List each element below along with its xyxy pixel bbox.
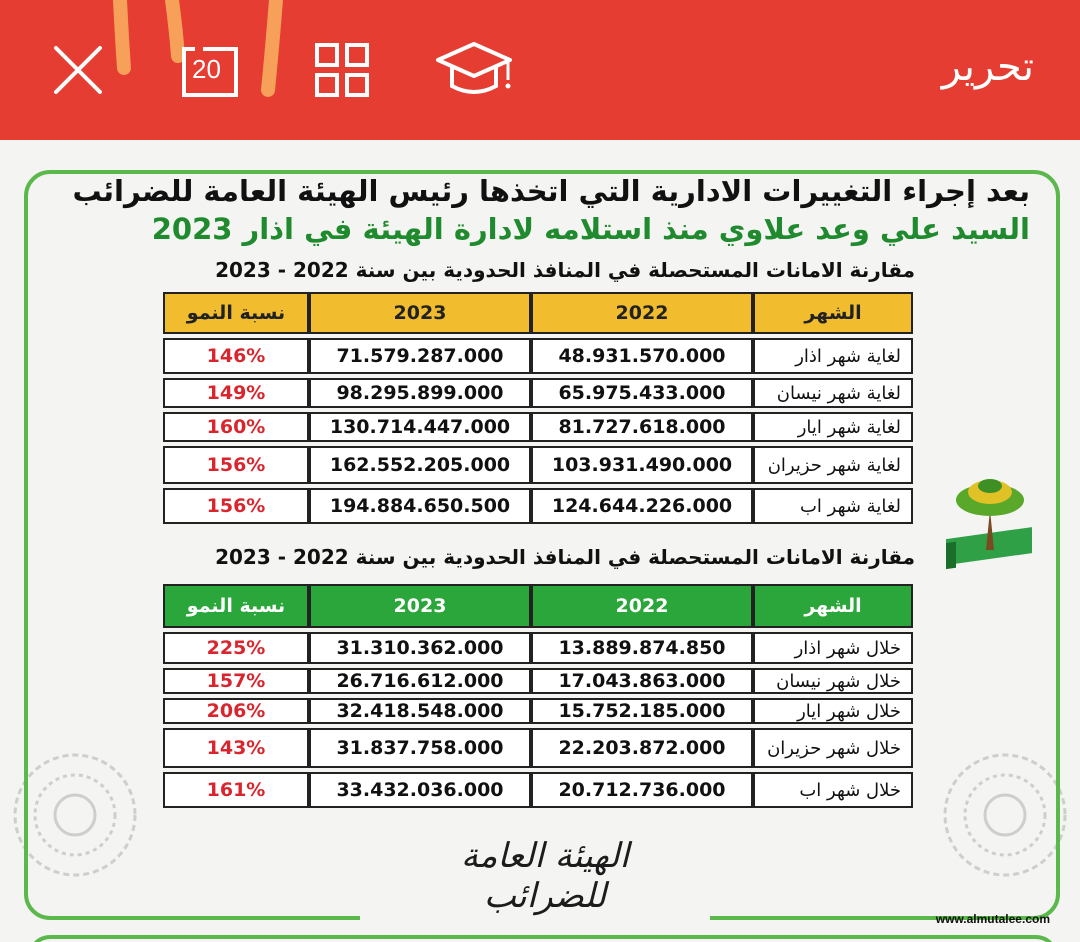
month-cell: لغاية شهر ايار — [753, 412, 913, 442]
grid-icon[interactable] — [312, 40, 372, 100]
growth-cell: 156% — [163, 446, 309, 484]
growth-cell: 149% — [163, 378, 309, 408]
growth-cell: 146% — [163, 338, 309, 374]
value-2023-cell: 71.579.287.000 — [309, 338, 531, 374]
month-cell: خلال شهر نيسان — [753, 668, 913, 694]
header-2022: 2022 — [531, 584, 753, 628]
image-viewer — [0, 140, 1080, 942]
month-cell: خلال شهر اذار — [753, 632, 913, 664]
header-growth: نسبة النمو — [163, 584, 309, 628]
next-card-frame — [28, 935, 1058, 942]
value-2022-cell: 124.644.226.000 — [531, 488, 753, 524]
table2 — [163, 580, 913, 812]
month-cell: لغاية شهر حزيران — [753, 446, 913, 484]
page-count-button[interactable] — [180, 40, 240, 100]
header-2022: 2022 — [531, 292, 753, 334]
table1-caption: مقارنة الامانات المستحصلة في المنافذ الحدودية بين سنة 2022 - 2023 — [215, 258, 915, 282]
value-2022-cell: 15.752.185.000 — [531, 698, 753, 724]
month-cell: لغاية شهر اب — [753, 488, 913, 524]
month-cell: خلال شهر اب — [753, 772, 913, 808]
header-month: الشهر — [753, 584, 913, 628]
value-2023-cell: 32.418.548.000 — [309, 698, 531, 724]
growth-cell: 143% — [163, 728, 309, 768]
value-2023-cell: 26.716.612.000 — [309, 668, 531, 694]
value-2022-cell: 20.712.736.000 — [531, 772, 753, 808]
header-month: الشهر — [753, 292, 913, 334]
growth-cell: 225% — [163, 632, 309, 664]
table-row — [163, 338, 913, 374]
month-cell: خلال شهر ايار — [753, 698, 913, 724]
value-2023-cell: 31.837.758.000 — [309, 728, 531, 768]
page-count-label: 20 — [192, 54, 221, 84]
table1 — [163, 288, 913, 528]
table-row — [163, 378, 913, 408]
header-2023: 2023 — [309, 584, 531, 628]
header-growth: نسبة النمو — [163, 292, 309, 334]
growth-cell: 206% — [163, 698, 309, 724]
table-row — [163, 772, 913, 808]
growth-cell: 160% — [163, 412, 309, 442]
website-watermark: www.almutalee.com — [935, 912, 1050, 926]
value-2022-cell: 81.727.618.000 — [531, 412, 753, 442]
top-toolbar — [0, 0, 1080, 140]
value-2022-cell: 48.931.570.000 — [531, 338, 753, 374]
value-2023-cell: 31.310.362.000 — [309, 632, 531, 664]
growth-cell: 156% — [163, 488, 309, 524]
month-cell: لغاية شهر اذار — [753, 338, 913, 374]
value-2023-cell: 33.432.036.000 — [309, 772, 531, 808]
month-cell: خلال شهر حزيران — [753, 728, 913, 768]
table-row — [163, 668, 913, 694]
edit-button[interactable]: تحرير — [941, 44, 1034, 90]
table-row — [163, 446, 913, 484]
graduation-cap-icon[interactable] — [432, 40, 516, 100]
value-2022-cell: 17.043.863.000 — [531, 668, 753, 694]
value-2023-cell: 98.295.899.000 — [309, 378, 531, 408]
table-row — [163, 728, 913, 768]
month-cell: لغاية شهر نيسان — [753, 378, 913, 408]
table2-header-row — [163, 584, 913, 628]
table-row — [163, 488, 913, 524]
value-2022-cell: 13.889.874.850 — [531, 632, 753, 664]
value-2022-cell: 103.931.490.000 — [531, 446, 753, 484]
close-icon[interactable] — [48, 40, 108, 100]
table-row — [163, 698, 913, 724]
headline-line1: بعد إجراء التغييرات الادارية التي اتخذها رئيس الهيئة العامة للضرائب — [72, 174, 1030, 208]
growth-cell: 157% — [163, 668, 309, 694]
tree-logo-icon — [940, 470, 1040, 580]
value-2022-cell: 22.203.872.000 — [531, 728, 753, 768]
table1-header-row — [163, 292, 913, 334]
value-2022-cell: 65.975.433.000 — [531, 378, 753, 408]
table-row — [163, 412, 913, 442]
headline-line2: السيد علي وعد علاوي منذ استلامه لادارة الهيئة في اذار 2023 — [151, 212, 1030, 246]
table-row — [163, 632, 913, 664]
value-2023-cell: 194.884.650.500 — [309, 488, 531, 524]
table2-caption: مقارنة الامانات المستحصلة في المنافذ الحدودية بين سنة 2022 - 2023 — [215, 545, 915, 569]
growth-cell: 161% — [163, 772, 309, 808]
header-2023: 2023 — [309, 292, 531, 334]
calligraphy-logo: الهيئة العامة للضرائب — [460, 836, 630, 916]
value-2023-cell: 130.714.447.000 — [309, 412, 531, 442]
value-2023-cell: 162.552.205.000 — [309, 446, 531, 484]
